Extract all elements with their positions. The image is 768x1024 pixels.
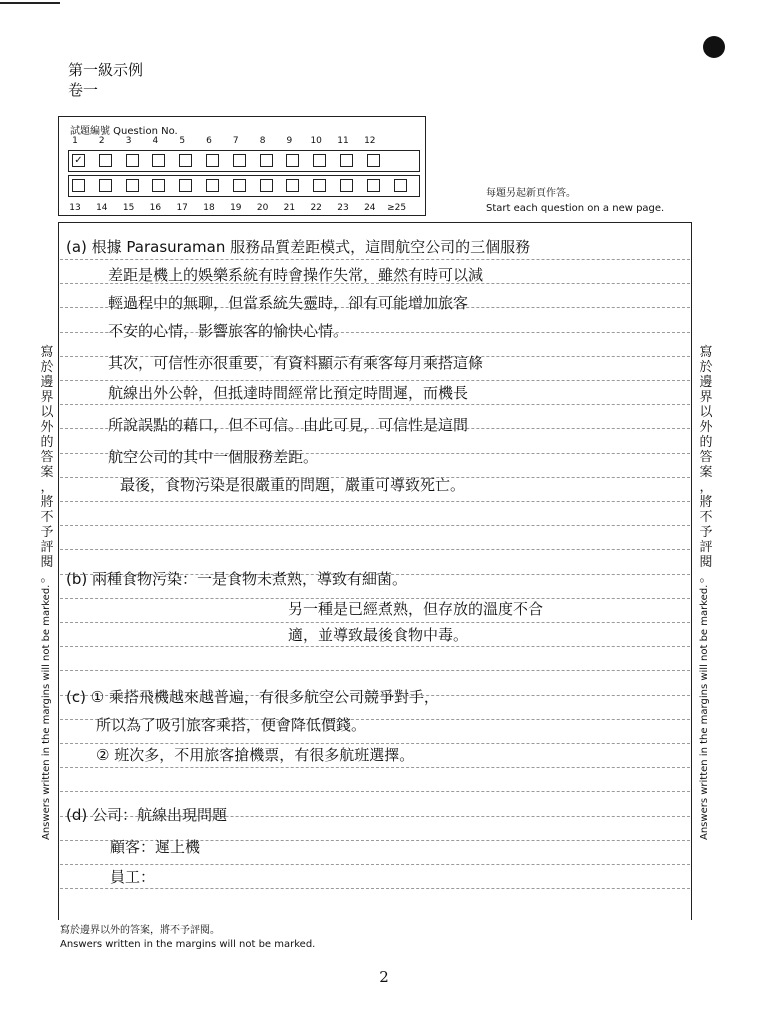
answer-line: ② 班次多，不用旅客搶機票，有很多航班選擇。 (96, 746, 415, 764)
answer-line: (d) 公司：航線出現問題 (66, 806, 227, 824)
question-number-label: 7 (232, 136, 239, 146)
question-checkbox[interactable] (126, 179, 139, 192)
page-number: 2 (379, 968, 389, 986)
question-checkbox[interactable] (233, 179, 246, 192)
footer-margin-warning (60, 924, 315, 952)
question-checkbox[interactable] (340, 154, 353, 167)
question-checkbox-row-1 (68, 150, 420, 172)
footer-warning-zh: 寫於邊界以外的答案，將不予評閱。 (60, 925, 220, 936)
question-checkbox[interactable] (152, 154, 165, 167)
answer-rule-line (60, 791, 690, 792)
start-note-en: Start each question on a new page. (486, 203, 665, 214)
footer-warning-en: Answers written in the margins will not be marked. (60, 939, 316, 950)
question-number-label: 2 (98, 136, 105, 146)
question-checkbox[interactable] (72, 179, 85, 192)
answer-rule-line (60, 622, 690, 623)
top-question-numbers (0, 136, 768, 148)
answer-rule-line (60, 525, 690, 526)
question-number-label: ≥25 (387, 203, 407, 213)
answer-line: 差距是機上的娛樂系統有時會操作失常，雖然有時可以減 (108, 266, 484, 284)
question-checkbox[interactable] (126, 154, 139, 167)
question-checkbox[interactable] (367, 179, 380, 192)
answer-rule-line (60, 501, 690, 502)
question-checkbox[interactable] (286, 154, 299, 167)
question-number-label: 11 (337, 136, 349, 146)
question-number-label: 1 (72, 136, 78, 146)
start-new-page-note (486, 186, 664, 216)
question-checkbox[interactable] (340, 179, 353, 192)
question-checkbox[interactable] (394, 179, 407, 192)
answer-line: 所說誤點的藉口，但不可信。由此可見，可信性是這間 (108, 416, 469, 434)
answer-rule-line (60, 767, 690, 768)
answer-rule-line (60, 864, 690, 865)
answer-line: 所以為了吸引旅客乘搭，便會降低價錢。 (96, 716, 367, 734)
answer-rule-line (60, 380, 690, 381)
question-checkbox[interactable] (179, 179, 192, 192)
question-number-label: 18 (203, 203, 215, 213)
question-checkbox[interactable] (206, 154, 219, 167)
level-label: 第一級示例 (68, 61, 144, 79)
question-checkbox-row-2 (68, 175, 420, 197)
answer-line: 其次，可信性亦很重要，有資料顯示有乘客每月乘搭這條 (108, 354, 484, 372)
question-checkbox[interactable] (99, 154, 112, 167)
question-number-label: 12 (364, 136, 376, 146)
question-number-label: 24 (364, 203, 376, 213)
question-number-label: 10 (310, 136, 322, 146)
answer-rule-line (60, 670, 690, 671)
answer-rule-line (60, 888, 690, 889)
answer-line: (c) ① 乘搭飛機越來越普遍，有很多航空公司競爭對手， (66, 688, 439, 706)
question-number-label: 14 (96, 203, 108, 213)
answer-line: 輕過程中的無聊，但當系統失靈時，卻有可能增加旅客 (108, 294, 469, 312)
answer-line: (b) 兩種食物污染：一是食物未煮熟，導致有細菌。 (66, 570, 407, 588)
question-box-title: 試題編號 Question No. (70, 126, 178, 137)
question-checkbox[interactable] (313, 154, 326, 167)
question-number-label: 17 (176, 203, 188, 213)
question-number-label: 13 (69, 203, 81, 213)
answer-line: 航線出外公幹，但抵達時間經常比預定時間遲，而機長 (108, 384, 469, 402)
answer-line: 員工： (110, 868, 156, 886)
right-margin-warning-zh: 寫 於 邊 界 以 外 的 答 案 ， 將 不 予 評 閱 。 (699, 345, 713, 585)
question-checkbox[interactable] (206, 179, 219, 192)
answer-rule-line (60, 743, 690, 744)
question-number-label: 9 (286, 136, 293, 146)
question-checkbox[interactable] (99, 179, 112, 192)
question-checkbox[interactable] (179, 154, 192, 167)
exam-header (68, 60, 143, 100)
question-number-label: 8 (259, 136, 266, 146)
question-checkbox[interactable] (313, 179, 326, 192)
question-checkbox[interactable] (367, 154, 380, 167)
question-number-label: 16 (149, 203, 162, 213)
question-number-label: 3 (125, 136, 132, 146)
question-number-label: 6 (206, 136, 212, 146)
right-margin-warning-en: Answers written in the margins will not be marked. (699, 584, 710, 840)
question-number-label: 15 (122, 203, 135, 213)
paper-label: 卷一 (68, 81, 99, 99)
question-checkbox[interactable] (260, 154, 273, 167)
answer-rule-line (60, 646, 690, 647)
answer-rule-line (60, 259, 690, 260)
answer-line: 最後，食物污染是很嚴重的問題，嚴重可導致死亡。 (120, 476, 466, 494)
registration-dot (703, 36, 725, 58)
answer-line: 另一種是已經煮熟，但存放的溫度不合 (288, 600, 544, 618)
question-number-label: 4 (152, 136, 159, 146)
left-margin-warning-en: Answers written in the margins will not be marked. (41, 584, 52, 840)
answer-rule-line (60, 549, 690, 550)
question-checkbox[interactable] (152, 179, 165, 192)
top-edge-line (0, 2, 60, 4)
answer-line: (a) 根據 Parasuraman 服務品質差距模式，這間航空公司的三個服務 (66, 238, 531, 256)
question-checkbox[interactable]: ✓ (72, 154, 85, 167)
start-note-zh: 每題另起新頁作答。 (486, 188, 576, 199)
question-checkbox[interactable] (260, 179, 273, 192)
question-number-label: 19 (230, 203, 242, 213)
question-number-label: 20 (256, 203, 269, 213)
answer-line: 顧客：遲上機 (110, 838, 201, 856)
question-number-label: 21 (283, 203, 296, 213)
answer-line: 適，並導致最後食物中毒。 (288, 626, 469, 644)
answer-line: 航空公司的其中一個服務差距。 (108, 448, 319, 466)
answer-rule-line (60, 404, 690, 405)
question-number-label: 22 (310, 203, 322, 213)
question-number-label: 23 (337, 203, 349, 213)
left-margin-warning-zh: 寫 於 邊 界 以 外 的 答 案 ， 將 不 予 評 閱 。 (40, 345, 54, 585)
question-number-label: 5 (179, 136, 186, 146)
answer-rule-line (60, 598, 690, 599)
answer-line: 不安的心情，影響旅客的愉快心情。 (108, 322, 349, 340)
question-checkbox[interactable] (233, 154, 246, 167)
question-checkbox[interactable] (286, 179, 299, 192)
